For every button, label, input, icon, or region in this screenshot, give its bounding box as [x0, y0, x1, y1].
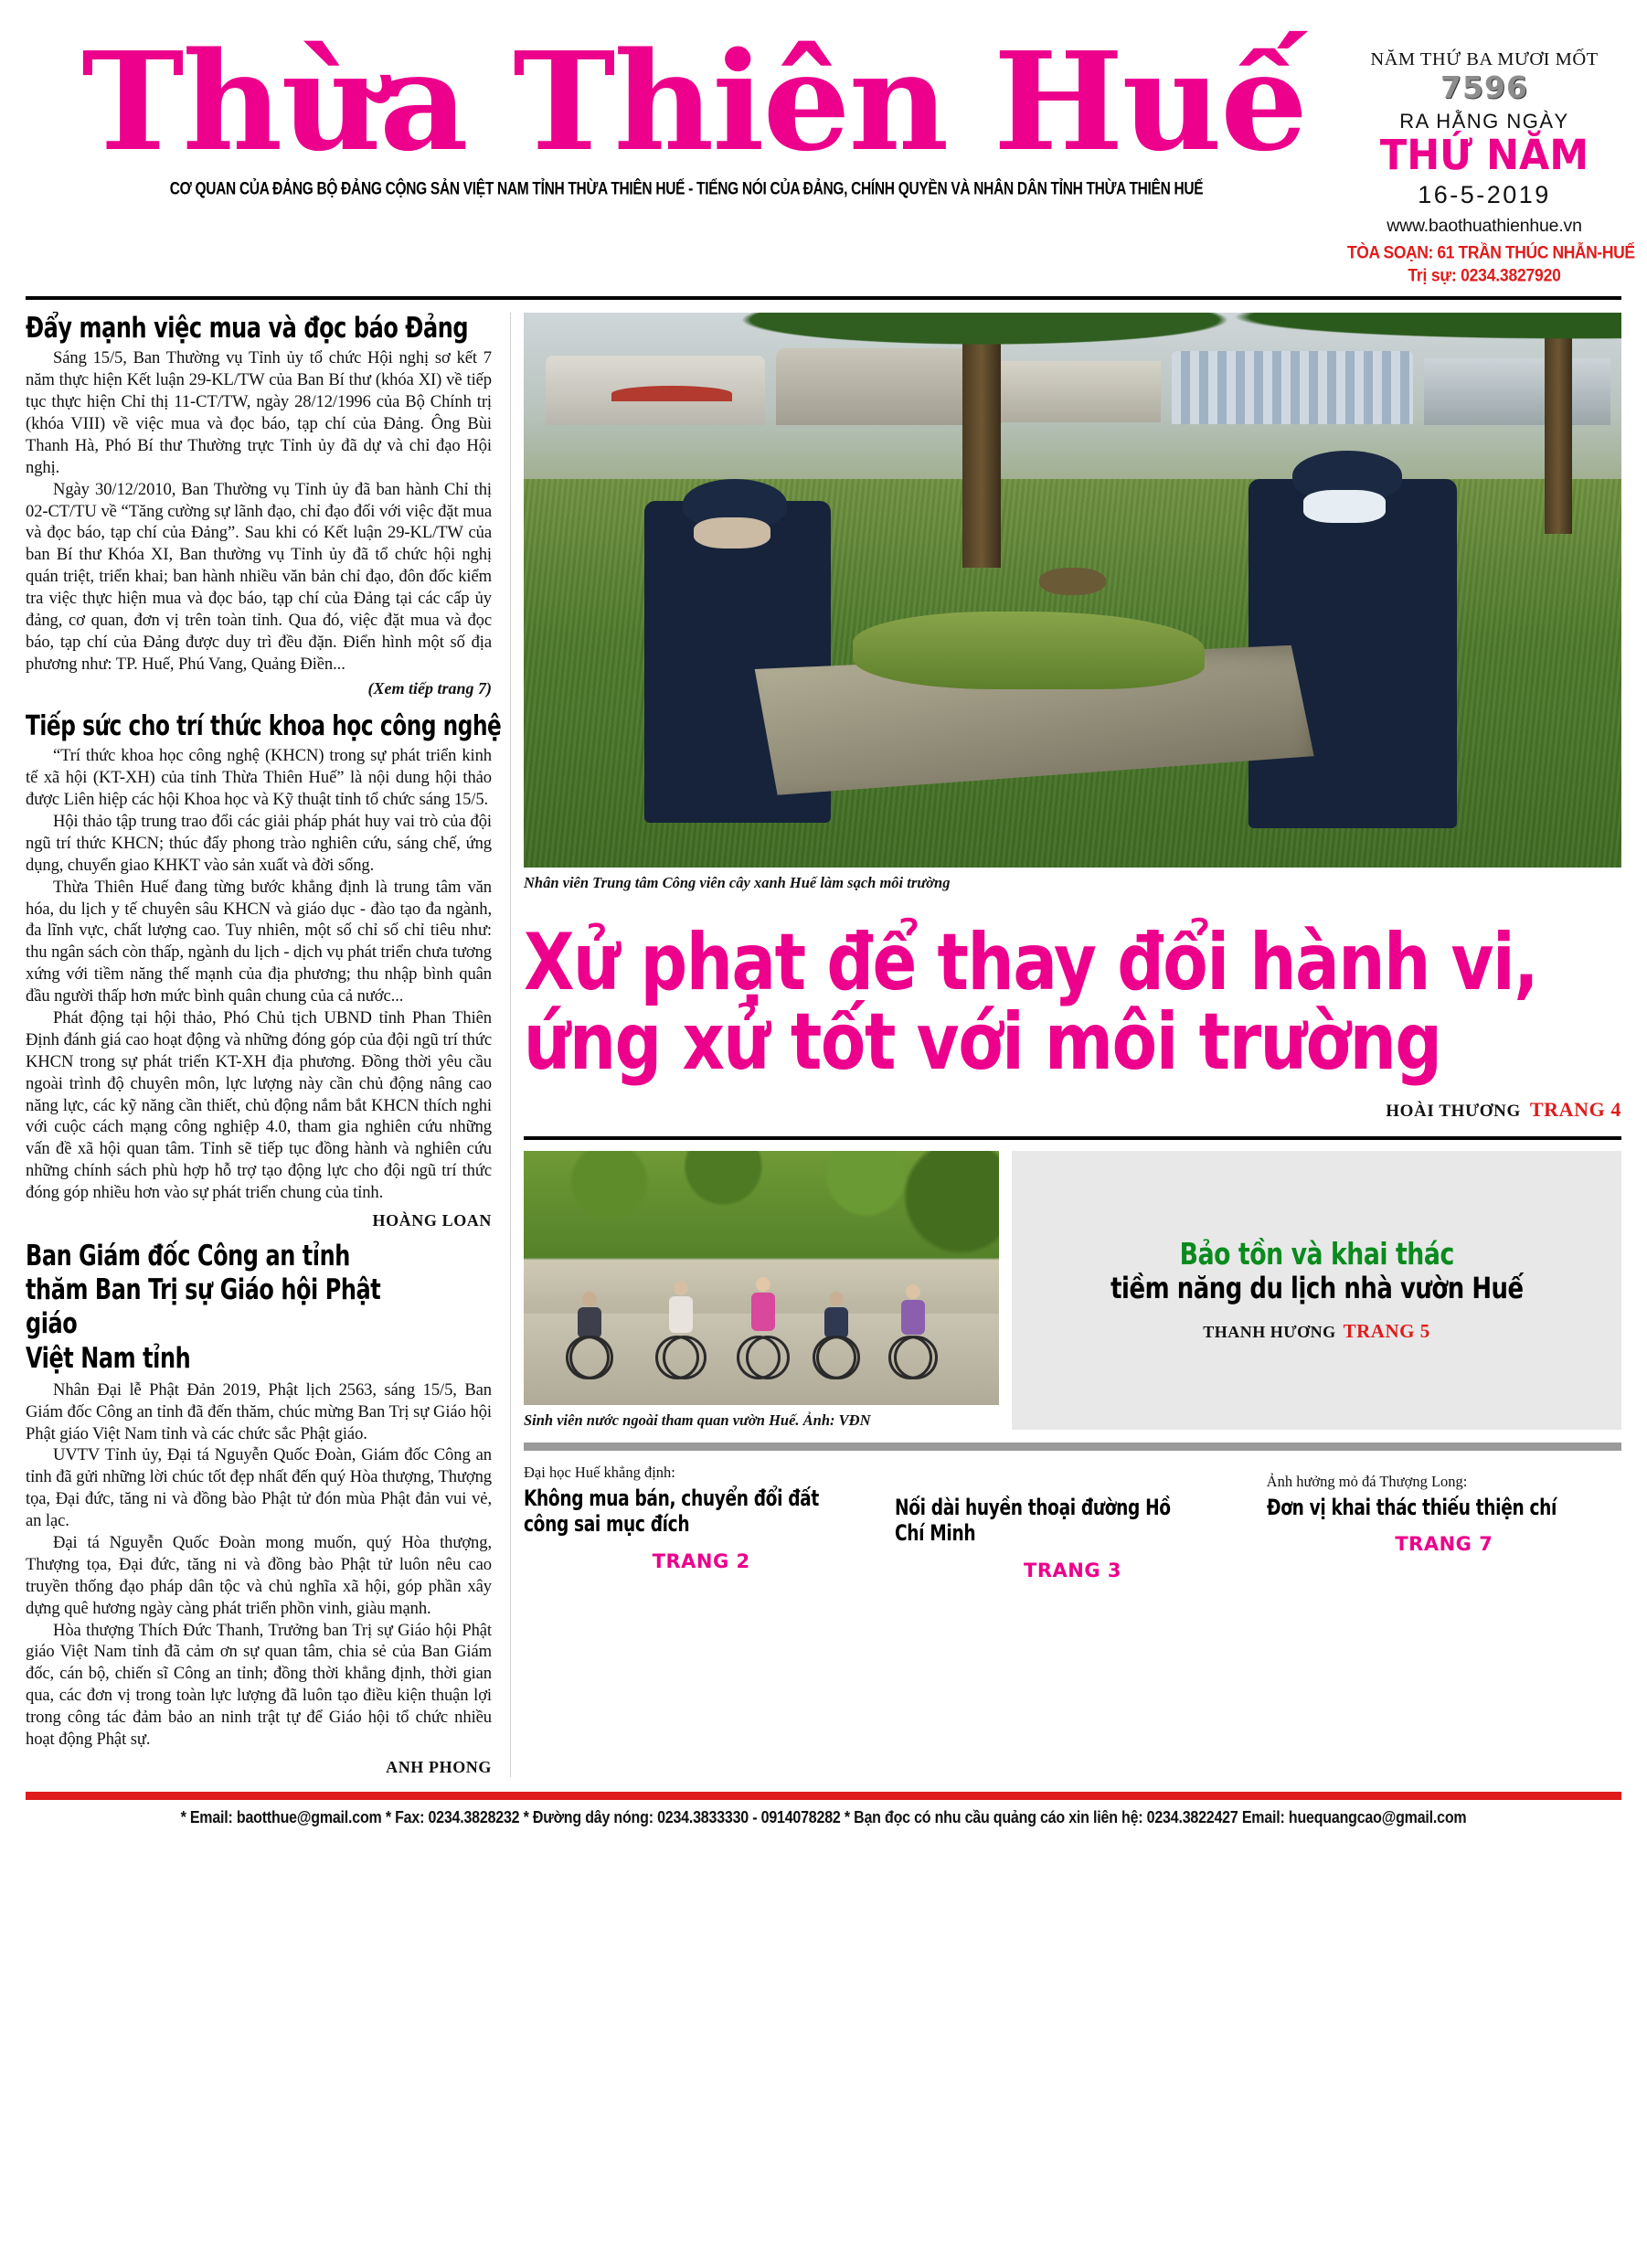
article-1-jump-note[interactable]: (Xem tiếp trang 7) [367, 678, 492, 697]
tourism-promo-line2: tiềm năng du lịch nhà vườn Huế [1110, 1271, 1524, 1306]
right-column [510, 313, 1621, 1777]
lead-story-page-ref[interactable]: TRANG 4 [1529, 1098, 1621, 1122]
article-3-paragraph: Đại tá Nguyễn Quốc Đoàn mong muốn, quý Hòa thượng, Thượng tọa, Đại đức, tăng ni và đồng bào Phật tử luôn nêu cao truyền thống đạo pháp dân tộc và chủ nghĩa xã hội, góp phần xây dựng quê hương ngày càng phát triển phồn vinh, giàu mạnh. [26, 1533, 492, 1618]
teaser-headline-line: Đơn vị khai thác thiếu thiện chí [1266, 1495, 1557, 1521]
main-photo-caption: Nhân viên Trung tâm Công viên cây xanh Huế làm sạch môi trường [524, 873, 951, 891]
article-3-paragraph: Hòa thượng Thích Đức Thanh, Trưởng ban Trị sự Giáo hội Phật giáo Việt Nam tỉnh đã cảm ơn sự quan tâm, chia sẻ của Ban Giám đốc, cán bộ, chiến sĩ Công an tỉnh; đồng thời khẳng định, thời gian qua, các đơn vị trong toàn lực lượng đã luôn tạo điều kiện thuận lợi trong công tác đảm bảo an ninh trật tự để Giáo hội tổ chức nhiều hoạt động Phật sự. [26, 1620, 492, 1750]
article-1-paragraph: Ngày 30/12/2010, Ban Thường vụ Tỉnh ủy đã ban hành Chỉ thị 02-CT/TU về “Tăng cường sự lãnh đạo, chỉ đạo đối với việc đặt mua và đọc báo, tạp chí của Đảng”. Sau khi có Kết luận 29-KL/TW của ban Bí thư Khóa XI, Ban thường vụ Tỉnh ủy đã tổ chức hội nghị quán triệt, triển khai; ban hành nhiều văn bản chỉ đạo, đôn đốc kiểm tra việc thực hiện mua và đọc báo, tạp chí của Đảng tại các cấp ủy đảng, cơ quan, đơn vị trên toàn tỉnh. Qua đó, việc đặt mua và đọc báo, tạp chí của Đảng được duy trì đều đặn. Điển hình một số địa phương như: TP. Huế, Phú Vang, Quảng Điền... [26, 479, 492, 674]
teaser-page-ref[interactable]: TRANG 3 [1024, 1559, 1121, 1581]
lead-story-headline-line: ứng xử tốt với môi trường [524, 996, 1441, 1089]
teaser-kicker: Đại học Huế khẳng định: [524, 1464, 675, 1482]
masthead-left [26, 22, 1347, 199]
teaser-headline-line: Không mua bán, chuyển đổi đất [524, 1485, 819, 1512]
editorial-office-address: TÒA SOẠN: 61 TRẦN THÚC NHẪN-HUẾ [1347, 241, 1635, 262]
newspaper-title: Thừa Thiên Huế [81, 22, 1307, 181]
article-1-headline[interactable]: Đẩy mạnh việc mua và đọc báo Đảng [26, 311, 469, 345]
teaser-page-ref[interactable]: TRANG 2 [652, 1549, 750, 1572]
tourism-promo-line1: Bảo tồn và khai thác [1179, 1236, 1454, 1272]
lead-story-headline-line: Xử phạt để thay đổi hành vi, [524, 916, 1538, 1008]
cyclist [652, 1281, 710, 1379]
publication-frequency: RA HẰNG NGÀY [1399, 109, 1569, 133]
garden-photo [524, 1151, 999, 1405]
main-photo [524, 313, 1621, 868]
masthead-info-block [1347, 37, 1635, 285]
tourism-promo-page-ref[interactable]: TRANG 5 [1343, 1320, 1430, 1343]
article-3-headline[interactable] [26, 1240, 427, 1376]
teaser-headline [524, 1485, 829, 1538]
lead-story-headline[interactable] [524, 916, 1545, 1089]
teaser-headline [1267, 1495, 1572, 1520]
website-url[interactable]: www.baothuathienhue.vn [1387, 215, 1582, 236]
issue-number: 7596 [1440, 69, 1528, 105]
article-2-paragraph: Phát động tại hội thảo, Phó Chủ tịch UBND tỉnh Phan Thiên Định đánh giá cao hoạt động và những đóng góp của đội ngũ trí thức KHCN trong sự phát triển KT-XH địa phương. Đồng thời yêu cầu ngoài trình độ chuyên môn, lực lượng này cần chủ động nâng cao năng lực, các kỹ năng cần thiết, chủ động nắm bắt KHCN thích nghi với cuộc cách mạng công nghiệp 4.0, tham gia nghiên cứu những vấn đề xã hội quan tâm. Tỉnh sẽ tiếp tục đồng hành và nghiên cứu những chính sách phù hợp hỗ trợ tạo động lực cho đội ngũ trí thức đóng góp nhiều hơn vào sự phát triển chung của tỉnh. [26, 1008, 492, 1203]
cyclist [562, 1292, 617, 1379]
tourism-promo[interactable] [1012, 1151, 1621, 1430]
article-2-paragraph: “Trí thức khoa học công nghệ (KHCN) trong sự phát triển kinh tế xã hội (KT-XH) của tỉnh Thừa Thiên Huế” là nội dung hội thảo được Liên hiệp các hội Khoa học và Kỹ thuật tỉnh tổ chức sáng 15/5. [26, 746, 492, 810]
photo-debris [1039, 568, 1105, 595]
publication-year-line: NĂM THỨ BA MƯƠI MỐT [1370, 49, 1599, 69]
garden-photo-block [524, 1151, 999, 1430]
section-divider [524, 1136, 1621, 1140]
publication-date: 16-5-2019 [1418, 180, 1551, 208]
masthead-divider [26, 296, 1621, 300]
lead-story-author: HOÀI THƯƠNG [1386, 1102, 1521, 1122]
article-2-byline: HOÀNG LOAN [372, 1211, 492, 1230]
left-column [26, 313, 510, 1777]
main-content [26, 313, 1621, 1777]
article-3-headline-line: Ban Giám đốc Công an tỉnh [26, 1240, 350, 1273]
publication-weekday: THỨ NĂM [1379, 131, 1589, 180]
office-phone: Trị sự: 0234.3827920 [1408, 264, 1561, 285]
cyclist [885, 1284, 941, 1379]
photo-grass-pile [853, 612, 1204, 689]
teaser-headline-line: công sai mục đích [524, 1511, 690, 1538]
photo-worker-right-mask [1303, 490, 1386, 523]
article-2-paragraph: Hội thảo tập trung trao đổi các giải pháp phát huy vai trò của đội ngũ trí thức KHCN; thúc đẩy phong trào nghiên cứu, sáng chế, ứng dụng, chuyển giao KHKT vào sản xuất và đời sống. [26, 811, 492, 875]
teaser-item[interactable] [895, 1464, 1249, 1601]
teaser-headline [895, 1495, 1200, 1547]
footer-contact-line: * Email: baotthue@gmail.com * Fax: 0234.3828232 * Đường dây nóng: 0234.3833330 - 0914078282 * Bạn đọc có nhu cầu quảng cáo xin liên hệ: 0234.3822427 Email: huequangcao@gmail.com [180, 1808, 1467, 1827]
article-3-byline: ANH PHONG [386, 1757, 492, 1776]
article-3-headline-line: thăm Ban Trị sự Giáo hội Phật giáo [26, 1273, 381, 1341]
teaser-row [524, 1464, 1621, 1601]
cyclist [809, 1292, 864, 1379]
article-3-headline-line: Việt Nam tỉnh [26, 1341, 191, 1375]
masthead [26, 0, 1635, 285]
tourism-promo-author: THANH HƯƠNG [1203, 1323, 1336, 1342]
garden-photo-caption: Sinh viên nước ngoài tham quan vườn Huế. Ảnh: VĐN [524, 1411, 871, 1430]
lead-story-byline [524, 1098, 1621, 1122]
teaser-divider-bar [524, 1443, 1621, 1451]
article-3-paragraph: Nhân Đại lễ Phật Đản 2019, Phật lịch 2563, sáng 15/5, Ban Giám đốc Công an tỉnh đã đến thăm, chúc mừng Ban Trị sự Giáo hội Phật giáo Việt Nam tỉnh và các chức sắc Phật giáo. [26, 1379, 492, 1443]
article-3-paragraph: UVTV Tỉnh ủy, Đại tá Nguyễn Quốc Đoàn, Giám đốc Công an tỉnh đã gửi những lời chúc tốt đẹp nhất đến quý Hòa thượng, Thượng tọa, Đại đức, tăng ni và đồng bào Phật tử đón mùa Phật đản vui vẻ, an lạc. [26, 1445, 492, 1531]
teaser-item[interactable] [524, 1464, 878, 1601]
masthead-tagline: CƠ QUAN CỦA ĐẢNG BỘ ĐẢNG CỘNG SẢN VIỆT NAM TỈNH THỪA THIÊN HUẾ - TIẾNG NÓI CỦA ĐẢNG, CHÍNH QUYỀN VÀ NHÂN DÂN TỈNH THỪA THIÊN HUẾ [169, 179, 1204, 199]
teaser-kicker: Ảnh hưởng mỏ đá Thượng Long: [1266, 1473, 1468, 1491]
cyclist [733, 1277, 793, 1379]
footer-rule [26, 1792, 1621, 1800]
teaser-page-ref[interactable]: TRANG 7 [1395, 1533, 1493, 1556]
article-1-paragraph: Sáng 15/5, Ban Thường vụ Tỉnh ủy tổ chức Hội nghị sơ kết 7 năm thực hiện Kết luận 29-KL/TW của Ban Bí thư (khóa XI) về tiếp tục thực hiện Chỉ thị 11-CT/TW, ngày 28/12/1996 của Bộ Chính trị (khóa VIII) về việc mua và đọc báo, tạp chí của Đảng. Ông Bùi Thanh Hà, Phó Bí thư Thường trực Tỉnh ủy đã dự và chỉ đạo Hội nghị. [26, 348, 492, 477]
teaser-headline-line: Nối dài huyền thoại đường Hồ Chí Minh [895, 1495, 1172, 1547]
lower-block [524, 1151, 1621, 1430]
photo-worker-left-face [694, 517, 770, 548]
teaser-item[interactable] [1267, 1464, 1621, 1601]
article-2-headline[interactable]: Tiếp sức cho trí thức khoa học công nghệ [26, 709, 502, 742]
photo-foliage [524, 313, 1621, 385]
article-2-paragraph: Thừa Thiên Huế đang từng bước khẳng định là trung tâm văn hóa, du lịch y tế chuyên sâu KHCN và giáo dục - đào tạo đa ngành, đa lĩnh vực, chất lượng cao. Tuy nhiên, một số chỉ số chỉ tiêu như: thu ngân sách còn thấp, ngành du lịch - dịch vụ phát triển chưa tương xứng với tiềm năng thế mạnh của địa phương; thu nhập bình quân đầu người thấp hơn mức bình quân chung của cả nước... [26, 877, 492, 1006]
tourism-promo-byline [1203, 1320, 1429, 1343]
